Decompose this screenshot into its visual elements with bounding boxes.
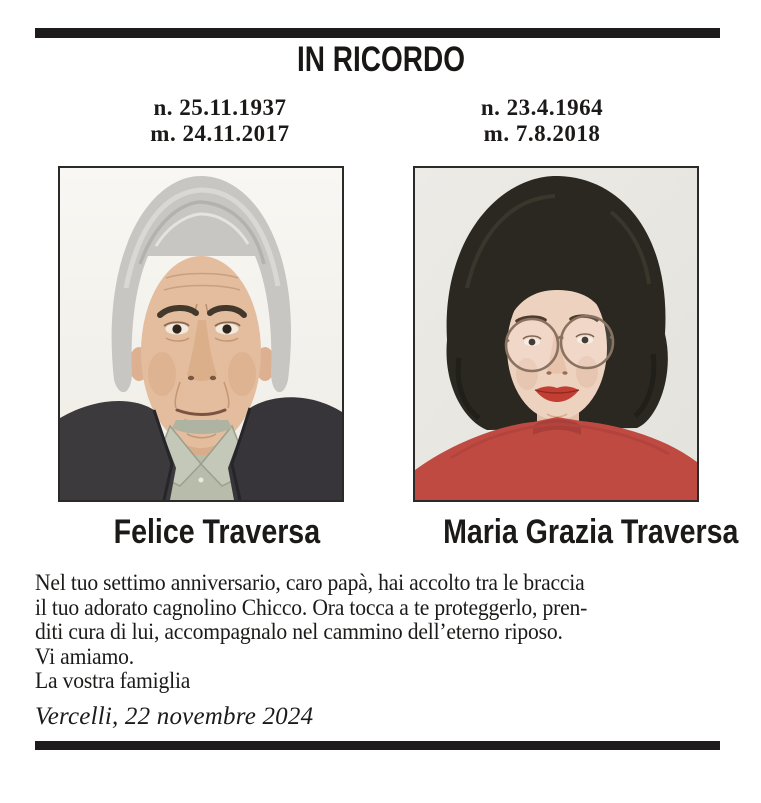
place-dateline: Vercelli, 22 novembre 2024 (35, 703, 314, 730)
memorial-message (35, 571, 716, 694)
person-name-maria: Maria Grazia Traversa (443, 513, 739, 551)
death-date-maria: m. 7.8.2018 (483, 121, 601, 146)
person-name-felice: Felice Traversa (113, 513, 321, 551)
birth-date-maria: n. 23.4.1964 (480, 95, 604, 120)
top-rule (35, 28, 720, 38)
message-line: diti cura di lui, accompagnalo nel cammino dell’eterno riposo. (35, 619, 563, 645)
death-date-felice: m. 24.11.2017 (150, 121, 290, 146)
message-line: La vostra famiglia (35, 668, 191, 694)
portrait-maria-illustration (415, 168, 697, 500)
portrait-photo-maria (413, 166, 699, 502)
bottom-rule (35, 741, 720, 750)
portrait-felice-illustration (60, 168, 342, 500)
message-line: Nel tuo settimo anniversario, caro papà, hai accolto tra le braccia (35, 570, 585, 596)
portrait-photo-felice (58, 166, 344, 502)
message-line: il tuo adorato cagnolino Chicco. Ora tocca a te proteggerlo, pren- (35, 594, 588, 621)
dates-felice (70, 95, 370, 147)
birth-date-felice: n. 25.11.1937 (153, 95, 287, 120)
message-line: Vi amiamo. (35, 643, 134, 670)
page-title: IN RICORDO (296, 40, 465, 79)
dates-maria (392, 95, 692, 147)
